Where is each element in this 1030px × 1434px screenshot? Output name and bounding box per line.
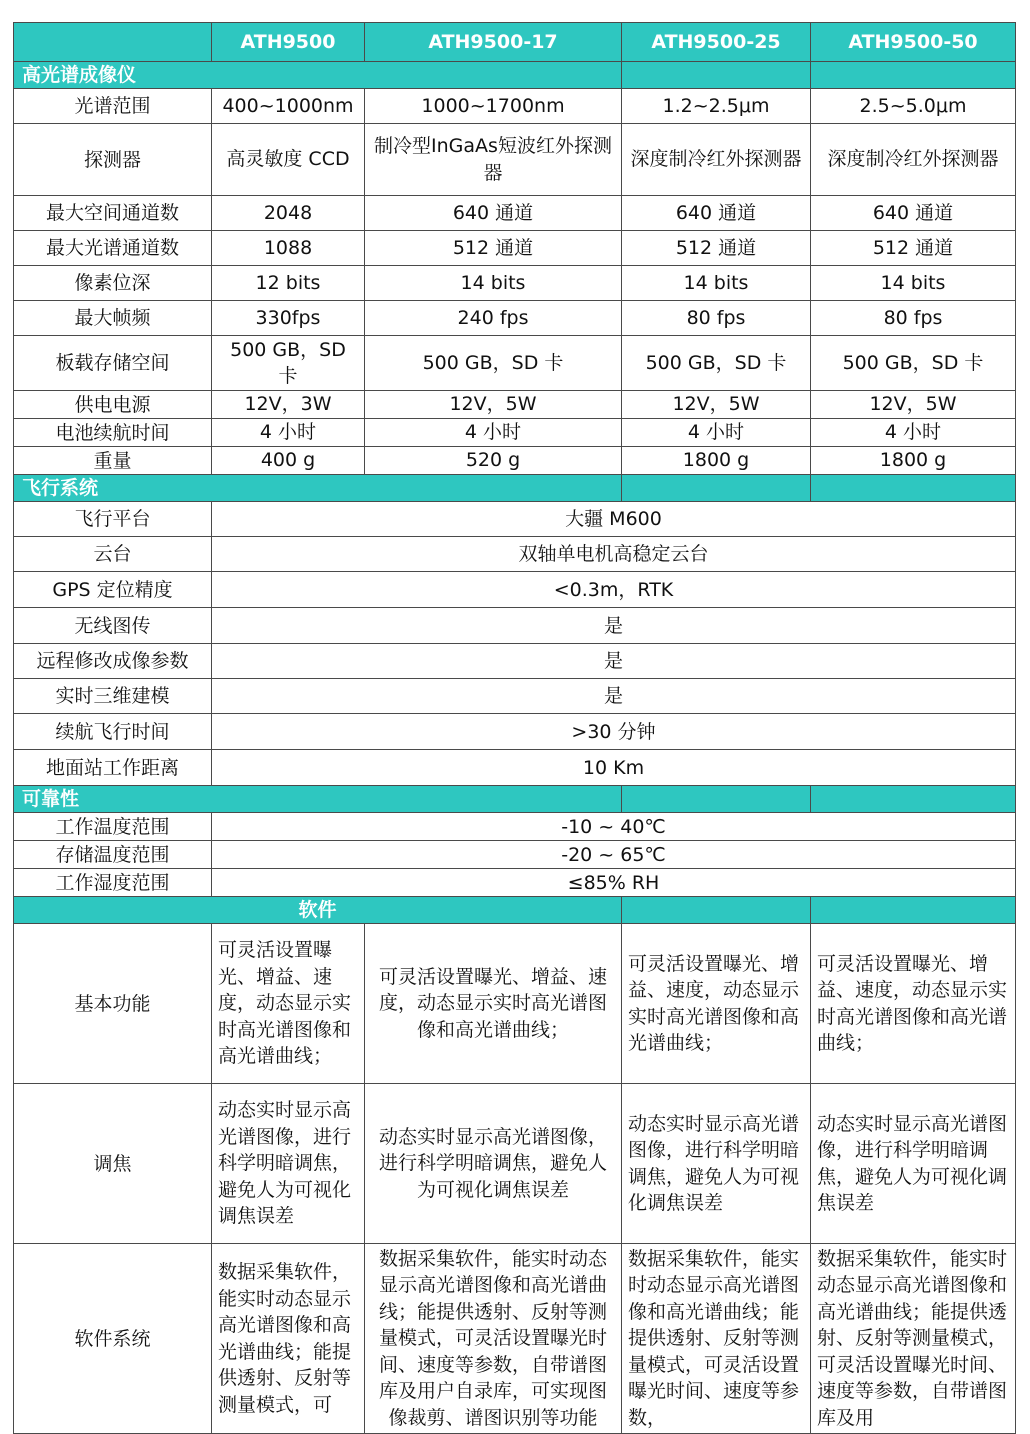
section-title: 高光谱成像仪	[14, 62, 622, 89]
row-value: 大疆 M600	[212, 502, 1016, 537]
row-label: 地面站工作距离	[14, 750, 212, 786]
row-value: 数据采集软件，能实时动态显示高光谱图像和高光谱曲线；能提供透射、反射等测量模式，可灵活设置曝光时间、速度等参数，自带谱图库及用	[811, 1244, 1016, 1434]
row-label: 工作湿度范围	[14, 869, 212, 897]
row-label: 软件系统	[14, 1244, 212, 1434]
row-label: 工作温度范围	[14, 813, 212, 841]
row-value: 640 通道	[622, 196, 811, 231]
row-value: 500 GB，SD 卡	[811, 336, 1016, 391]
section-fill	[811, 62, 1016, 89]
row-value: 可灵活设置曝光、增益、速度，动态显示实时高光谱图像和高光谱曲线；	[365, 924, 622, 1084]
row-value: 深度制冷红外探测器	[622, 124, 811, 196]
table-row	[14, 301, 1016, 336]
section-title: 可靠性	[14, 786, 622, 813]
row-value: 双轴单电机高稳定云台	[212, 537, 1016, 572]
row-value: 数据采集软件，能实时动态显示高光谱图像和高光谱曲线；能提供透射、反射等测量模式，可灵活设置曝光时间、速度等参数，	[622, 1244, 811, 1434]
row-value: 12V，5W	[811, 391, 1016, 419]
row-value: 动态实时显示高光谱图像，进行科学明暗调焦，避免人为可视化调焦误差	[365, 1084, 622, 1244]
row-value: 12V，3W	[212, 391, 365, 419]
section-fill	[811, 897, 1016, 924]
row-value: 4 小时	[365, 419, 622, 447]
row-value: 1800 g	[622, 447, 811, 475]
table-row	[14, 1084, 1016, 1244]
row-value: -20 ~ 65℃	[212, 841, 1016, 869]
row-value: 1800 g	[811, 447, 1016, 475]
table-row	[14, 336, 1016, 391]
row-value: 10 Km	[212, 750, 1016, 786]
table-row	[14, 419, 1016, 447]
section-row	[14, 786, 1016, 813]
row-label: 重量	[14, 447, 212, 475]
row-value: 高灵敏度 CCD	[212, 124, 365, 196]
header-cell: ATH9500	[212, 23, 365, 62]
table-row	[14, 231, 1016, 266]
row-value: 1088	[212, 231, 365, 266]
row-value: 14 bits	[811, 266, 1016, 301]
row-value: 深度制冷红外探测器	[811, 124, 1016, 196]
row-value: 2.5~5.0μm	[811, 89, 1016, 124]
section-fill	[811, 786, 1016, 813]
section-fill	[622, 786, 811, 813]
table-row	[14, 447, 1016, 475]
row-label: 无线图传	[14, 608, 212, 644]
row-label: 实时三维建模	[14, 679, 212, 714]
row-label: 最大空间通道数	[14, 196, 212, 231]
row-value: 1.2~2.5μm	[622, 89, 811, 124]
header-cell: ATH9500-50	[811, 23, 1016, 62]
row-label: 像素位深	[14, 266, 212, 301]
row-label: 光谱范围	[14, 89, 212, 124]
row-value: 240 fps	[365, 301, 622, 336]
row-value: 14 bits	[622, 266, 811, 301]
table-row	[14, 537, 1016, 572]
row-label: 远程修改成像参数	[14, 644, 212, 679]
row-label: 板载存储空间	[14, 336, 212, 391]
table-row	[14, 750, 1016, 786]
row-value: 640 通道	[365, 196, 622, 231]
row-value: <0.3m，RTK	[212, 572, 1016, 608]
table-row	[14, 608, 1016, 644]
row-label: 飞行平台	[14, 502, 212, 537]
row-value: 可灵活设置曝光、增益、速度，动态显示实时高光谱图像和高光谱曲线；	[212, 924, 365, 1084]
row-value: 500 GB，SD 卡	[212, 336, 365, 391]
row-label: 供电电源	[14, 391, 212, 419]
row-value: 可灵活设置曝光、增益、速度，动态显示实时高光谱图像和高光谱曲线；	[811, 924, 1016, 1084]
table-row	[14, 714, 1016, 750]
section-title: 飞行系统	[14, 475, 622, 502]
row-value: >30 分钟	[212, 714, 1016, 750]
table-row	[14, 679, 1016, 714]
row-value: 330fps	[212, 301, 365, 336]
row-value: 1000~1700nm	[365, 89, 622, 124]
row-label: 存储温度范围	[14, 841, 212, 869]
row-value: 2048	[212, 196, 365, 231]
header-cell	[14, 23, 212, 62]
row-value: 数据采集软件，能实时动态显示高光谱图像和高光谱曲线；能提供透射、反射等测量模式，可灵活设置曝光时间、速度等参数，自带谱图库及用户自录库，可实现图像裁剪、谱图识别等功能	[365, 1244, 622, 1434]
header-row	[14, 23, 1016, 62]
table-row	[14, 813, 1016, 841]
section-fill	[622, 897, 811, 924]
row-value: 500 GB，SD 卡	[622, 336, 811, 391]
table-row	[14, 196, 1016, 231]
row-label: 续航飞行时间	[14, 714, 212, 750]
row-value: 是	[212, 679, 1016, 714]
table-row	[14, 502, 1016, 537]
row-value: 12 bits	[212, 266, 365, 301]
row-value: 可灵活设置曝光、增益、速度，动态显示实时高光谱图像和高光谱曲线；	[622, 924, 811, 1084]
row-value: 12V，5W	[365, 391, 622, 419]
row-value: 512 通道	[811, 231, 1016, 266]
row-value: 500 GB，SD 卡	[365, 336, 622, 391]
header-cell: ATH9500-25	[622, 23, 811, 62]
row-value: 14 bits	[365, 266, 622, 301]
table-row	[14, 266, 1016, 301]
section-row	[14, 897, 1016, 924]
row-value: 4 小时	[811, 419, 1016, 447]
row-value: 是	[212, 608, 1016, 644]
row-value: 12V，5W	[622, 391, 811, 419]
row-value: 640 通道	[811, 196, 1016, 231]
row-value: 制冷型InGaAs短波红外探测器	[365, 124, 622, 196]
table-row	[14, 391, 1016, 419]
row-label: 最大帧频	[14, 301, 212, 336]
section-title: 软件	[14, 897, 622, 924]
section-row	[14, 475, 1016, 502]
row-label: GPS 定位精度	[14, 572, 212, 608]
row-value: -10 ~ 40℃	[212, 813, 1016, 841]
row-value: 是	[212, 644, 1016, 679]
table-row	[14, 644, 1016, 679]
table-row	[14, 1244, 1016, 1434]
table-row	[14, 841, 1016, 869]
section-row	[14, 62, 1016, 89]
table-body	[14, 62, 1016, 1434]
row-label: 最大光谱通道数	[14, 231, 212, 266]
section-fill	[622, 62, 811, 89]
table-row	[14, 89, 1016, 124]
header-cell: ATH9500-17	[365, 23, 622, 62]
row-label: 电池续航时间	[14, 419, 212, 447]
table-row	[14, 869, 1016, 897]
row-label: 探测器	[14, 124, 212, 196]
row-value: 4 小时	[212, 419, 365, 447]
row-value: 动态实时显示高光谱图像，进行科学明暗调焦，避免人为可视化调焦误差	[622, 1084, 811, 1244]
section-fill	[622, 475, 811, 502]
row-value: 80 fps	[622, 301, 811, 336]
row-value: 400~1000nm	[212, 89, 365, 124]
spec-table	[13, 22, 1016, 1434]
table-row	[14, 124, 1016, 196]
row-value: 400 g	[212, 447, 365, 475]
table-row	[14, 924, 1016, 1084]
row-value: 520 g	[365, 447, 622, 475]
row-value: 4 小时	[622, 419, 811, 447]
row-label: 基本功能	[14, 924, 212, 1084]
row-value: 数据采集软件，能实时动态显示高光谱图像和高光谱曲线；能提供透射、反射等测量模式，可	[212, 1244, 365, 1434]
row-value: 动态实时显示高光谱图像，进行科学明暗调焦，避免人为可视化调焦误差	[212, 1084, 365, 1244]
row-value: 512 通道	[622, 231, 811, 266]
table-row	[14, 572, 1016, 608]
section-fill	[811, 475, 1016, 502]
row-label: 调焦	[14, 1084, 212, 1244]
row-label: 云台	[14, 537, 212, 572]
row-value: 动态实时显示高光谱图像，进行科学明暗调焦，避免人为可视化调焦误差	[811, 1084, 1016, 1244]
row-value: 80 fps	[811, 301, 1016, 336]
row-value: 512 通道	[365, 231, 622, 266]
row-value: ≤85% RH	[212, 869, 1016, 897]
